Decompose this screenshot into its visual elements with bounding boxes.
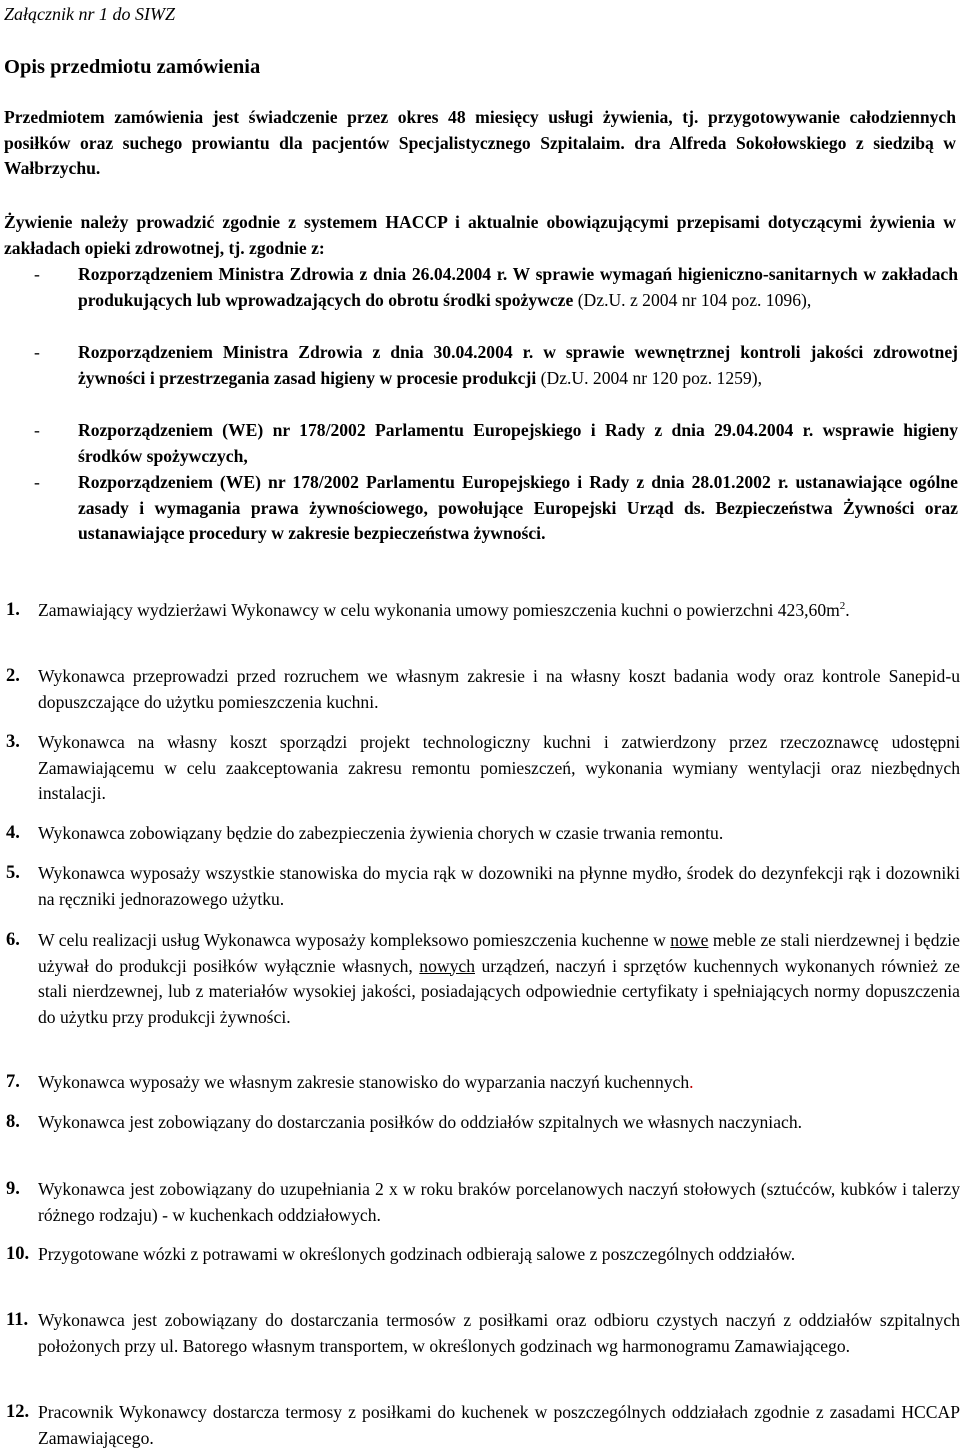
intro-paragraph: Przedmiotem zamówienia jest świadczenie przez okres 48 miesięcy usługi żywienia, tj. przygotowywanie całodziennych posiłków oraz suchego prowiantu dla pacjentów Specjalistycznego Szpitalaim. dra Alfreda Sokołowskiego z siedzibą w Wałbrzychu. (4, 107, 956, 179)
item-number: 8. (6, 1112, 20, 1132)
item-text-part: W celu realizacji usług Wykonawca wyposaży kompleksowo pomieszczenia kuchenne w (38, 930, 671, 950)
regulation-title: Rozporządzeniem Ministra Zdrowia z dnia 30.04.2004 r. w sprawie wewnętrznej kontroli jakości zdrowotnej żywności i przestrzegania zasad higieny w procesie produkcji (78, 342, 958, 388)
list-dash: - (34, 342, 40, 362)
superscript: 2 (839, 600, 846, 613)
regulation-text (78, 262, 958, 313)
item-text-end: . (845, 600, 850, 620)
item-number: 3. (6, 732, 20, 752)
item-text: Wykonawca wyposaży wszystkie stanowiska do mycia rąk w dozowniki na płynne mydło, środek do dezynfekcji rąk i dozowniki na ręczniki jednorazowego użytku. (38, 863, 960, 909)
item-number: 5. (6, 863, 20, 883)
list-dash: - (34, 420, 40, 440)
regulation-title: Rozporządzeniem Ministra Zdrowia z dnia 26.04.2004 r. W sprawie wymagań higieniczno-sanitarnych w zakładach produkujących lub wprowadzających do obrotu środki spożywcze (78, 264, 958, 310)
item-text-end: . (689, 1072, 694, 1092)
regulation-text (78, 470, 958, 547)
item-number: 10. (6, 1244, 30, 1264)
regulation-text (78, 418, 958, 469)
regulation-title: Rozporządzeniem (WE) nr 178/2002 Parlamentu Europejskiego i Rady z dnia 29.04.2004 r. wsprawie higieny środków spożywczych, (78, 420, 958, 466)
regulation-title: Rozporządzeniem (WE) nr 178/2002 Parlamentu Europejskiego i Rady z dnia 28.01.2002 r. ustanawiające ogólne zasady i wymagania prawa żywnościowego, powołujące Europejski Urząd ds. Bezpieczeństwa Żywności oraz ustanawiające procedury w zakresie bezpieczeństwa żywności. (78, 472, 958, 544)
item-text: Wykonawca zobowiązany będzie do zabezpieczenia żywienia chorych w czasie trwania remontu. (38, 823, 724, 843)
item-number: 1. (6, 600, 20, 620)
item-text: Przygotowane wózki z potrawami w określonych godzinach odbierają salowe z poszczególnych oddziałów. (38, 1244, 796, 1264)
list-dash: - (34, 472, 40, 492)
item-text: Wykonawca jest zobowiązany do dostarczania termosów z posiłkami oraz odbioru czystych naczyń z oddziałów szpitalnych położonych przy ul. Batorego własnym transportem, w określonych godzinach wg harmonogramu Zamawiającego. (38, 1310, 960, 1356)
page-title: Opis przedmiotu zamówienia (4, 56, 261, 78)
regulation-text (78, 340, 958, 391)
item-text: Wykonawca jest zobowiązany do dostarczania posiłków do oddziałów szpitalnych we własnych naczyniach. (38, 1112, 803, 1132)
item-text-part: urządzeń, naczyń i sprzętów kuchennych wykonanych również ze stali nierdzewnej, lub z materiałów wysokiej jakości, posiadających odpowiednie certyfikaty i spełniających normy dopuszczenia do użytku przy produkcji żywności. (38, 955, 960, 1027)
item-text: Wykonawca przeprowadzi przed rozruchem we własnym zakresie i na własny koszt badania wody oraz kontrole Sanepid-u dopuszczające do użytku pomieszczenia kuchni. (38, 666, 960, 712)
item-number: 4. (6, 823, 20, 843)
item-text-part: meble ze stali nierdzewnej i będzie używał do produkcji posiłków wyłącznie własnych, (38, 930, 960, 976)
list-dash: - (34, 264, 40, 284)
underlined-word: nowych (419, 955, 475, 976)
item-text-main: Wykonawca wyposaży we własnym zakresie stanowisko do wyparzania naczyń kuchennych (38, 1072, 690, 1092)
item-number: 11. (6, 1310, 29, 1330)
item-number: 7. (6, 1072, 20, 1092)
item-text (38, 598, 960, 624)
haccp-paragraph: Żywienie należy prowadzić zgodnie z systemem HACCP i aktualnie obowiązującymi przepisami dotyczącymi żywienia w zakładach opieki zdrowotnej, tj. zgodnie z: (4, 212, 956, 258)
item-text-main: Zamawiający wydzierżawi Wykonawcy w celu wykonania umowy pomieszczenia kuchni o powierzchni 423,60m (38, 600, 840, 620)
item-number: 2. (6, 666, 20, 686)
item-number: 6. (6, 930, 20, 950)
item-number: 12. (6, 1402, 30, 1422)
item-text: Pracownik Wykonawcy dostarcza termosy z posiłkami do kuchenek w poszczególnych oddziałach zgodnie z zasadami HCCAP Zamawiającego. (38, 1402, 960, 1448)
annex-label: Załącznik nr 1 do SIWZ (4, 4, 175, 24)
item-number: 9. (6, 1179, 20, 1199)
item-text: Wykonawca na własny koszt sporządzi projekt technologiczny kuchni i zatwierdzony przez rzeczoznawcę udostępni Zamawiającemu w celu zaakceptowania zakresu remontu pomieszczeń, wykonania wymiany wentylacji oraz niezbędnych instalacji. (38, 732, 960, 804)
regulation-source: (Dz.U. 2004 nr 120 poz. 1259), (536, 367, 762, 388)
item-text (38, 928, 960, 1030)
item-text (38, 1070, 960, 1096)
regulation-source: (Dz.U. z 2004 nr 104 poz. 1096), (573, 289, 812, 310)
item-text: Wykonawca jest zobowiązany do uzupełniania 2 x w roku braków porcelanowych naczyń stołowych (sztućców, kubków i talerzy różnego rodzaju) - w kuchenkach oddziałowych. (38, 1179, 960, 1225)
underlined-word: nowe (670, 930, 709, 950)
